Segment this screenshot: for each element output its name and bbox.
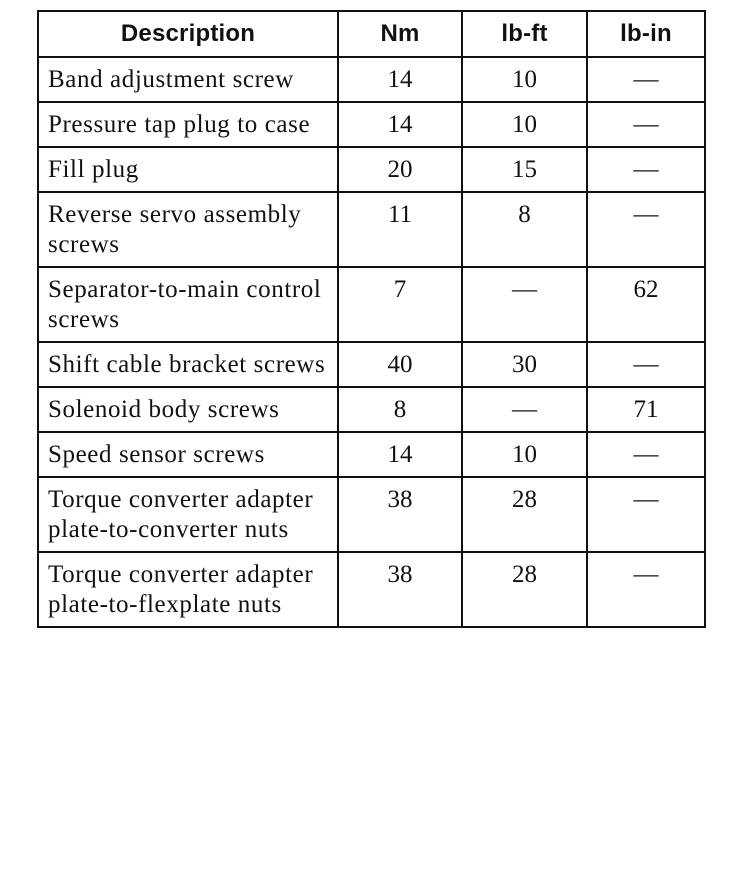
cell-description: Fill plug [38, 147, 338, 192]
table-row [38, 267, 705, 342]
cell-nm: 40 [338, 342, 462, 387]
cell-nm: 7 [338, 267, 462, 342]
table-row [38, 477, 705, 552]
cell-description: Reverse servo assembly screws [38, 192, 338, 267]
cell-lbin: — [587, 147, 705, 192]
cell-nm: 38 [338, 477, 462, 552]
cell-nm: 14 [338, 57, 462, 102]
table-row [38, 342, 705, 387]
cell-lbft: — [462, 387, 587, 432]
cell-lbin: — [587, 342, 705, 387]
cell-description: Solenoid body screws [38, 387, 338, 432]
cell-lbft: 30 [462, 342, 587, 387]
column-header-lbin: lb-in [587, 11, 705, 57]
cell-description: Speed sensor screws [38, 432, 338, 477]
cell-lbft: — [462, 267, 587, 342]
cell-lbft: 8 [462, 192, 587, 267]
cell-description: Shift cable bracket screws [38, 342, 338, 387]
cell-nm: 11 [338, 192, 462, 267]
cell-nm: 14 [338, 102, 462, 147]
column-header-description: Description [38, 11, 338, 57]
table-row [38, 552, 705, 627]
cell-lbin: — [587, 192, 705, 267]
cell-lbin: — [587, 552, 705, 627]
table-row [38, 432, 705, 477]
cell-lbft: 10 [462, 102, 587, 147]
cell-description: Torque converter adapter plate-to-flexplate nuts [38, 552, 338, 627]
column-header-nm: Nm [338, 11, 462, 57]
cell-lbin: — [587, 57, 705, 102]
torque-spec-table [37, 10, 706, 628]
cell-lbin: — [587, 477, 705, 552]
table-row [38, 102, 705, 147]
cell-lbft: 15 [462, 147, 587, 192]
cell-lbin: — [587, 432, 705, 477]
cell-nm: 14 [338, 432, 462, 477]
cell-lbft: 10 [462, 57, 587, 102]
table-row [38, 192, 705, 267]
cell-lbin: 71 [587, 387, 705, 432]
column-header-lbft: lb-ft [462, 11, 587, 57]
cell-lbin: — [587, 102, 705, 147]
cell-lbft: 28 [462, 552, 587, 627]
cell-lbft: 28 [462, 477, 587, 552]
table-header-row [38, 11, 705, 57]
cell-description: Separator-to-main control screws [38, 267, 338, 342]
cell-description: Band adjustment screw [38, 57, 338, 102]
cell-description: Pressure tap plug to case [38, 102, 338, 147]
table-row [38, 147, 705, 192]
cell-lbin: 62 [587, 267, 705, 342]
cell-lbft: 10 [462, 432, 587, 477]
cell-nm: 20 [338, 147, 462, 192]
table-row [38, 57, 705, 102]
cell-nm: 8 [338, 387, 462, 432]
table-row [38, 387, 705, 432]
cell-description: Torque converter adapter plate-to-converter nuts [38, 477, 338, 552]
cell-nm: 38 [338, 552, 462, 627]
